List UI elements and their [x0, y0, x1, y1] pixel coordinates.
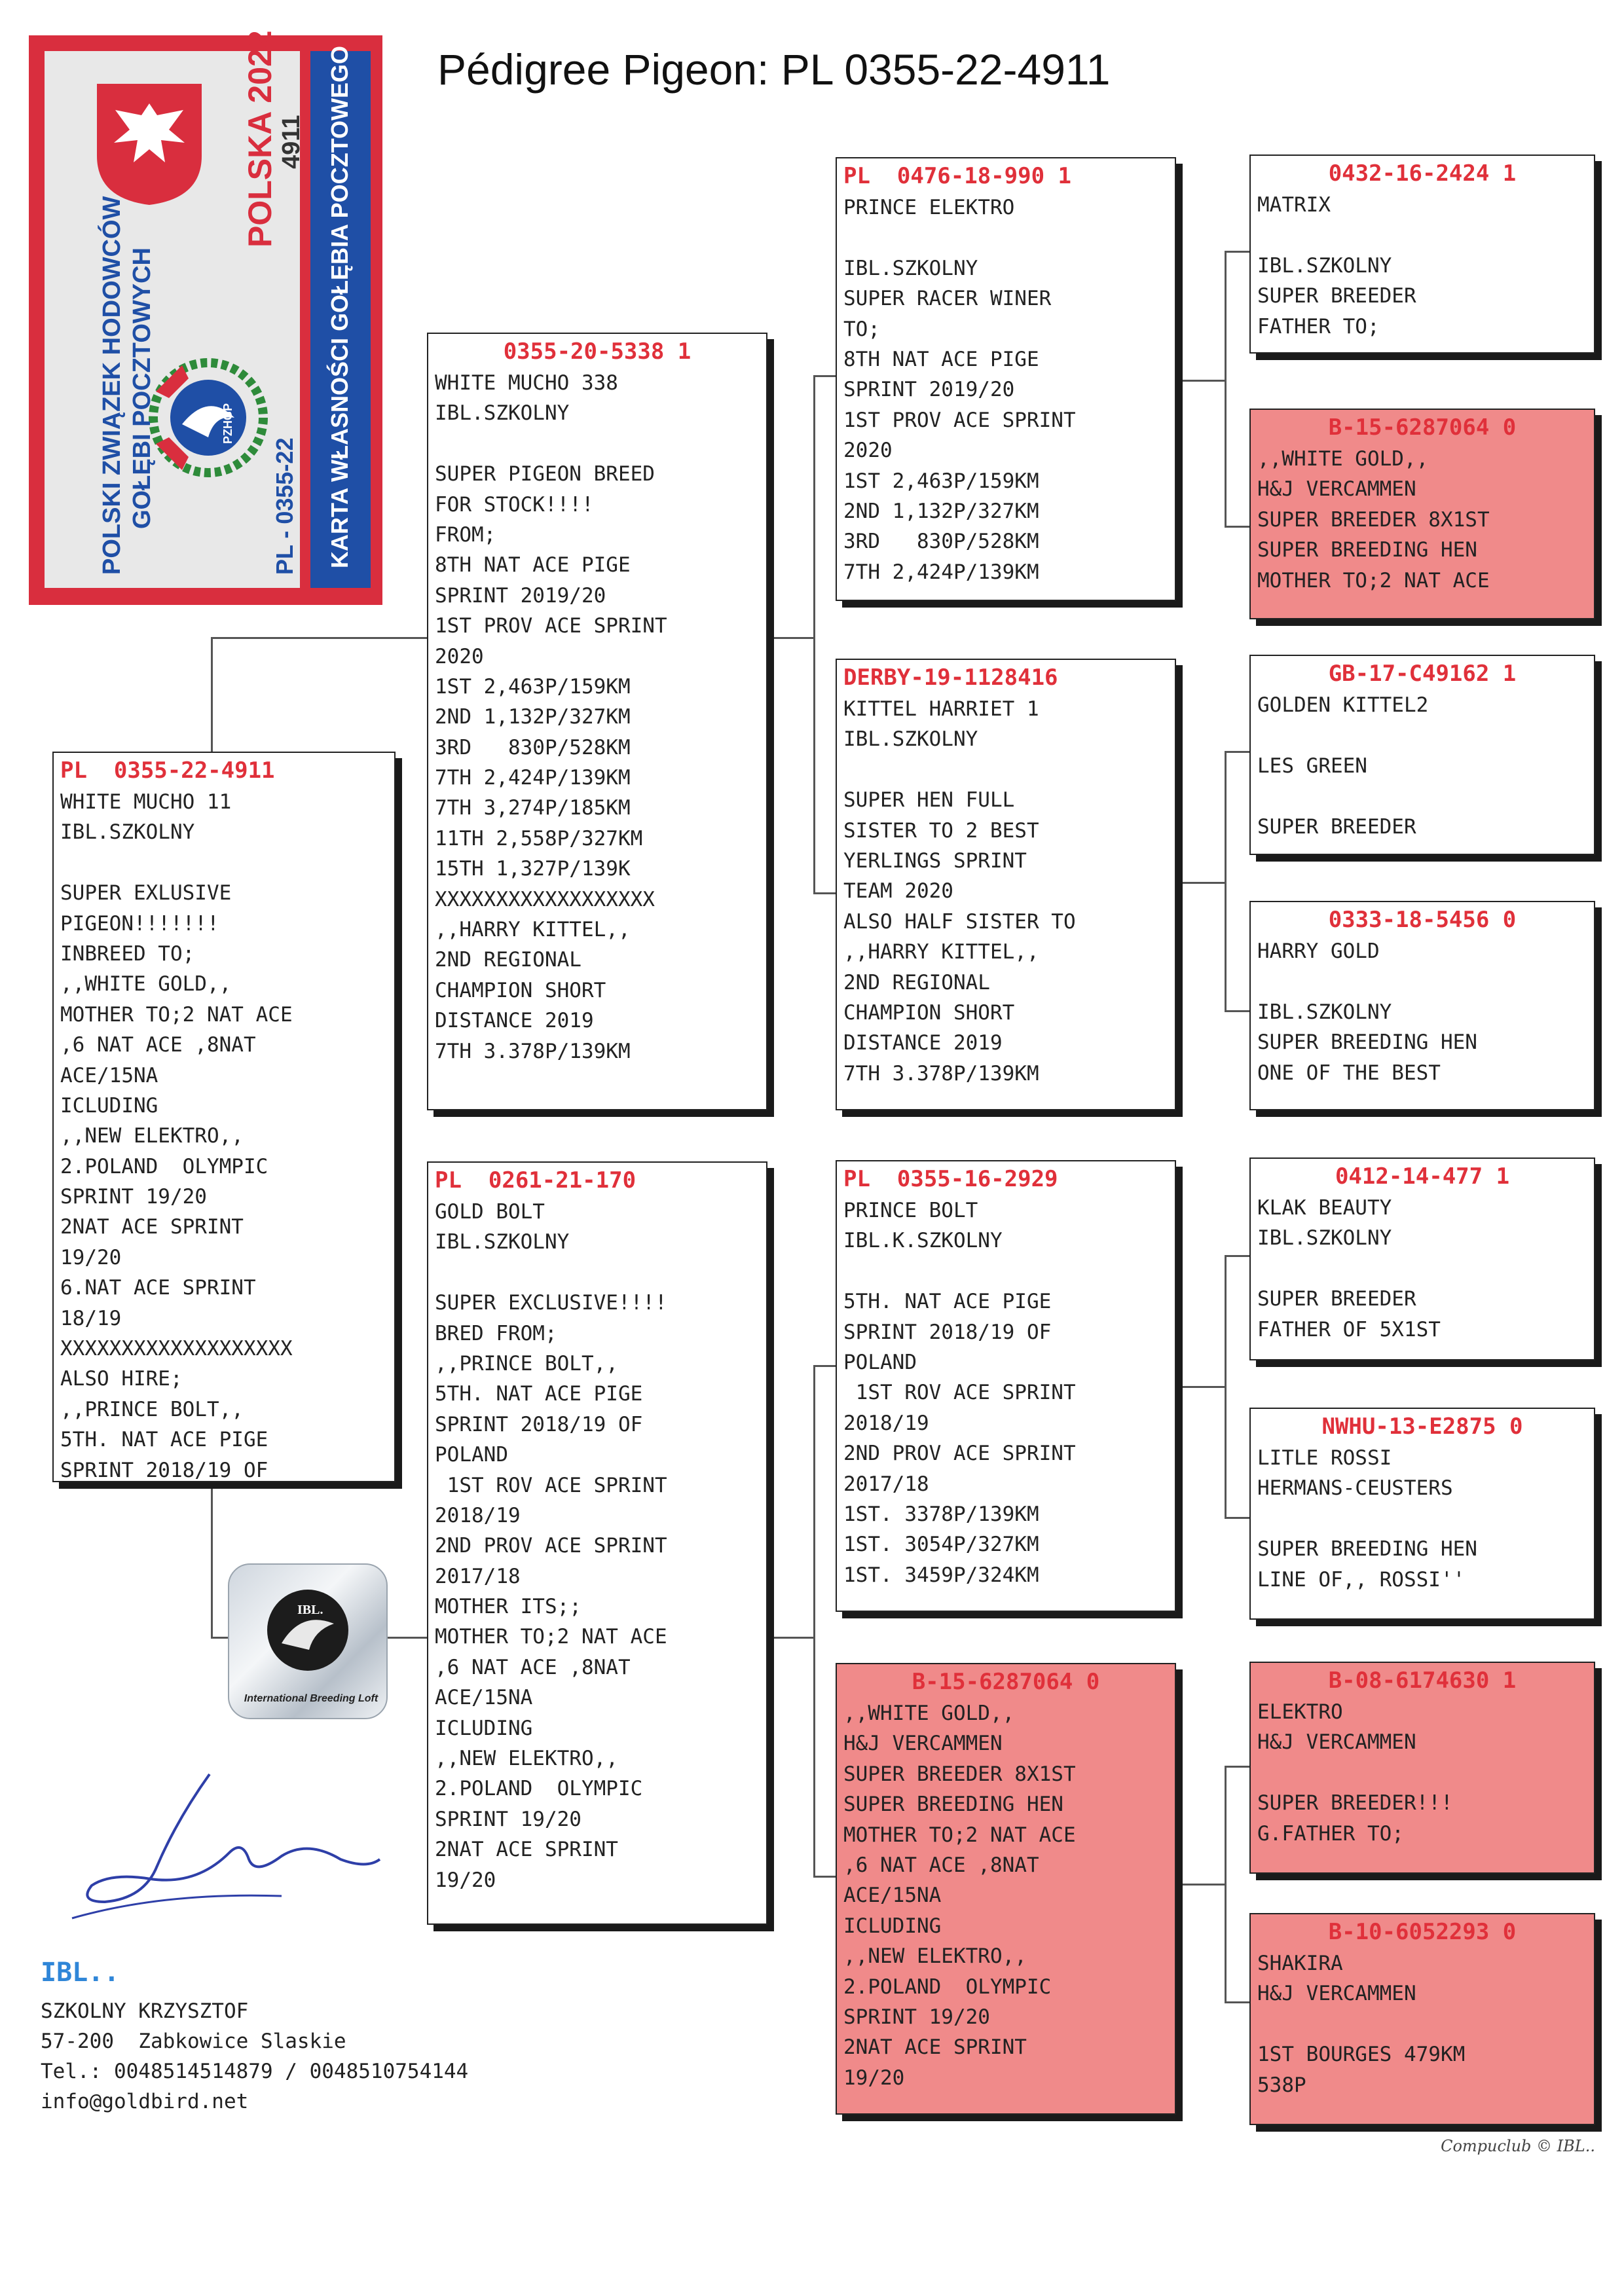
pedigree-line: 2017/18 — [843, 1472, 929, 1496]
pigeon-details — [1257, 936, 1587, 1088]
ring-number: 0412-14-477 1 — [1335, 1163, 1510, 1190]
pedigree-line: DISTANCE 2019 — [435, 1009, 594, 1033]
connector — [1176, 1386, 1225, 1388]
pedigree-line: ,,NEW ELEKTRO,, — [435, 1747, 618, 1771]
pedigree-line: CHAMPION SHORT — [435, 978, 606, 1002]
pedigree-line: LITLE ROSSI — [1257, 1446, 1392, 1470]
pedigree-line: ,,PRINCE BOLT,, — [60, 1397, 244, 1421]
connector — [767, 637, 813, 639]
pedigree-line: ,6 NAT ACE ,8NAT — [435, 1655, 631, 1679]
connector — [1225, 1517, 1249, 1519]
pedigree-line: ACE/15NA — [843, 1884, 942, 1908]
pedigree-line: TO; — [843, 317, 880, 341]
ring-number: B-15-6287064 0 — [1328, 414, 1517, 441]
pedigree-line: 8TH NAT ACE PIGE — [435, 553, 631, 577]
pedigree-line: SPRINT 2018/19 OF — [60, 1458, 268, 1482]
ring-number: NWHU-13-E2875 0 — [1321, 1413, 1523, 1440]
pedigree-line: G.FATHER TO; — [1257, 1821, 1404, 1846]
pedigree-line: ONE OF THE BEST — [1257, 1061, 1441, 1085]
pedigree-line: 2018/19 — [435, 1503, 521, 1527]
pedigree-line: 1ST 2,463P/159KM — [843, 469, 1039, 493]
pedigree-line: BRED FROM; — [435, 1321, 557, 1345]
pedigree-line: XXXXXXXXXXXXXXXXXX — [435, 887, 655, 911]
connector — [813, 1876, 838, 1878]
pedigree-line: SUPER EXLUSIVE — [60, 881, 232, 905]
pedigree-line — [843, 1256, 1168, 1286]
pedigree-box-grandsire-1 — [836, 157, 1176, 601]
pedigree-line: 2ND 1,132P/327KM — [435, 705, 631, 729]
pedigree-line — [1257, 2009, 1587, 2039]
pedigree-line: SUPER BREEDER — [1257, 1287, 1416, 1311]
connector — [1225, 1766, 1249, 1768]
ring-number: GB-17-C49162 1 — [1328, 661, 1517, 687]
page-title: Pédigree Pigeon: PL 0355-22-4911 — [437, 45, 1111, 94]
pedigree-line — [1257, 1758, 1587, 1788]
pedigree-line: FATHER OF 5X1ST — [1257, 1317, 1441, 1341]
pedigree-line: 8TH NAT ACE PIGE — [843, 347, 1039, 371]
pedigree-box-ggdam-4 — [1249, 1913, 1595, 2125]
footer-city: 57-200 Zabkowice Slaskie — [41, 2030, 346, 2053]
pedigree-line: IBL.SZKOLNY — [1257, 1226, 1392, 1250]
pedigree-line: 2020 — [843, 439, 893, 463]
pigeon-details — [1257, 1697, 1587, 1849]
pedigree-line: INBREED TO; — [60, 941, 195, 966]
connector — [1225, 1010, 1249, 1012]
card-polska: POLSKA 2022 — [242, 30, 278, 247]
pedigree-box-granddam-2 — [836, 1663, 1176, 2115]
pigeon-details — [1257, 190, 1587, 342]
connector — [1225, 251, 1249, 253]
pedigree-line: IBL.SZKOLNY — [435, 401, 570, 426]
pedigree-line — [1257, 720, 1587, 750]
pedigree-line: CHAMPION SHORT — [843, 1000, 1015, 1025]
pzhgp-logo-icon — [143, 352, 274, 483]
pedigree-line: ,,WHITE GOLD,, — [843, 1702, 1015, 1725]
pedigree-line: H&J VERCAMMEN — [1257, 477, 1416, 501]
ring-number: 0355-20-5338 1 — [503, 338, 692, 365]
pedigree-line: SHAKIRA — [1257, 1952, 1343, 1975]
card-karta: KARTA WŁASNOŚCI GOŁĘBIA POCZTOWEGO — [326, 46, 353, 568]
pigeon-details — [1257, 1443, 1587, 1595]
connector — [1225, 1255, 1227, 1517]
ring-number: 0333-18-5456 0 — [1328, 907, 1517, 933]
eagle-emblem-icon — [90, 77, 208, 208]
pedigree-line: SUPER BREEDING HEN — [1257, 1537, 1477, 1561]
seal-subtext: International Breeding Loft — [244, 1693, 378, 1704]
ring-number: B-08-6174630 1 — [1328, 1667, 1517, 1694]
ring-number: PL 0261-21-170 — [435, 1167, 637, 1194]
pedigree-line: MOTHER TO;2 NAT ACE — [435, 1625, 667, 1649]
pedigree-box-subject — [52, 752, 396, 1482]
pedigree-line: POLAND — [435, 1443, 508, 1467]
pedigree-line: ,6 NAT ACE ,8NAT — [843, 1853, 1039, 1877]
ibl-seal — [228, 1563, 388, 1719]
pedigree-line: ICLUDING — [60, 1093, 158, 1118]
pedigree-line: 7TH 3.378P/139KM — [435, 1039, 631, 1063]
connector — [1225, 1766, 1227, 2001]
pedigree-line: KITTEL HARRIET 1 — [843, 697, 1039, 721]
pedigree-line: KLAK BEAUTY — [1257, 1196, 1392, 1220]
card-org-line2: GOŁĘBI POCZTOWYCH — [128, 247, 156, 529]
pedigree-line: 1ST. 3459P/324KM — [843, 1563, 1039, 1587]
pedigree-line: SPRINT 2018/19 OF — [843, 1320, 1052, 1344]
ring-number: DERBY-19-1128416 — [843, 665, 1058, 691]
pedigree-line: MOTHER ITS;; — [435, 1595, 581, 1619]
pedigree-line: 2ND REGIONAL — [435, 948, 581, 972]
pigeon-details — [60, 787, 388, 1485]
card-pzhgp: PZHGP — [221, 403, 234, 444]
pigeon-details — [1257, 1193, 1587, 1345]
pedigree-box-ggsire-2 — [1249, 655, 1595, 855]
pedigree-line: SUPER BREEDING HEN — [843, 1793, 1063, 1817]
pedigree-line: POLAND — [843, 1350, 917, 1374]
pigeon-details — [843, 1195, 1168, 1590]
ring-number: PL 0355-16-2929 — [843, 1166, 1058, 1192]
connector — [767, 1637, 813, 1639]
connector — [1225, 751, 1227, 1010]
pedigree-line: 2ND PROV ACE SPRINT — [435, 1534, 667, 1558]
connector — [1225, 251, 1227, 526]
pedigree-line: IBL.SZKOLNY — [60, 820, 195, 845]
pedigree-line: 19/20 — [60, 1245, 122, 1269]
connector — [813, 892, 838, 894]
pedigree-line: 2020 — [435, 644, 484, 668]
card-side-strip — [310, 46, 371, 588]
footer-brand: IBL.. — [41, 1958, 120, 1988]
pedigree-box-granddam-1 — [836, 659, 1176, 1110]
pedigree-line: 2ND 1,132P/327KM — [843, 499, 1039, 523]
pedigree-line: 7TH 3.378P/139KM — [843, 1061, 1039, 1085]
connector — [211, 637, 213, 752]
pedigree-line — [1257, 781, 1587, 811]
pedigree-line: IBL.SZKOLNY — [843, 727, 978, 752]
pedigree-line: PRINCE BOLT — [843, 1199, 978, 1222]
pedigree-line: ,6 NAT ACE ,8NAT — [60, 1033, 256, 1057]
pedigree-line: 7TH 3,274P/185KM — [435, 796, 631, 820]
connector — [1225, 1255, 1249, 1257]
pedigree-line — [435, 1258, 760, 1288]
ring-number: B-10-6052293 0 — [1328, 1919, 1517, 1945]
pedigree-line: SUPER RACER WINER — [843, 287, 1052, 311]
connector — [813, 375, 815, 892]
pedigree-line: GOLDEN KITTEL2 — [1257, 693, 1429, 717]
pedigree-line: 1ST PROV ACE SPRINT — [435, 614, 667, 638]
copyright: Compuclub © IBL.. — [1441, 2137, 1595, 2155]
pedigree-line — [1257, 1504, 1587, 1534]
pedigree-line: 1ST 2,463P/159KM — [435, 674, 631, 699]
pedigree-line: SPRINT 19/20 — [843, 2005, 990, 2029]
pedigree-line: SPRINT 19/20 — [435, 1807, 581, 1831]
pedigree-line: SPRINT 2019/20 — [843, 378, 1015, 402]
pedigree-line: 2NAT ACE SPRINT — [435, 1838, 618, 1862]
ring-number: B-15-6287064 0 — [912, 1669, 1100, 1695]
pedigree-line: 15TH 1,327P/139K — [435, 857, 631, 881]
connector — [1225, 526, 1249, 528]
connector — [1176, 882, 1225, 884]
connector — [1176, 1884, 1225, 1886]
pedigree-line: IBL.SZKOLNY — [435, 1230, 570, 1254]
pedigree-line: PIGEON!!!!!!! — [60, 911, 219, 936]
pigeon-details — [435, 1197, 760, 1895]
pedigree-line: 2ND PROV ACE SPRINT — [843, 1442, 1076, 1466]
pedigree-line: XXXXXXXXXXXXXXXXXXX — [60, 1337, 293, 1361]
connector — [813, 1365, 838, 1367]
pedigree-box-dam — [427, 1161, 767, 1925]
ring-number: PL 0476-18-990 1 — [843, 163, 1071, 189]
pedigree-line: 1ST ROV ACE SPRINT — [843, 1381, 1076, 1405]
connector — [813, 1365, 815, 1876]
pedigree-line: LINE OF,, ROSSI'' — [1257, 1567, 1466, 1592]
footer-name: SZKOLNY KRZYSZTOF — [41, 1999, 249, 2023]
pedigree-line: ALSO HALF SISTER TO — [843, 909, 1076, 934]
pedigree-line: SUPER PIGEON BREED — [435, 462, 655, 486]
pedigree-line: ACE/15NA — [60, 1063, 158, 1087]
card-number: 4911 — [278, 115, 305, 169]
pedigree-line: 3RD 830P/528KM — [843, 530, 1039, 554]
pedigree-line — [435, 429, 760, 459]
pedigree-line: SPRINT 2018/19 OF — [435, 1412, 643, 1436]
pedigree-line: 5TH. NAT ACE PIGE — [843, 1290, 1052, 1314]
pedigree-line: WHITE MUCHO 338 — [435, 371, 618, 395]
pedigree-line — [1257, 220, 1587, 250]
pedigree-line: ,,WHITE GOLD,, — [1257, 447, 1429, 471]
pedigree-line: 18/19 — [60, 1306, 122, 1330]
pigeon-details — [1257, 1948, 1587, 2100]
ownership-card — [29, 30, 382, 605]
pedigree-line: ACE/15NA — [435, 1686, 533, 1710]
pedigree-line: LES GREEN — [1257, 754, 1367, 778]
pedigree-line: IBL.SZKOLNY — [1257, 253, 1392, 278]
pedigree-line: WHITE MUCHO 11 — [60, 790, 232, 814]
pedigree-line: MOTHER TO;2 NAT ACE — [1257, 568, 1490, 592]
connector — [813, 375, 838, 377]
pigeon-details — [1257, 444, 1587, 596]
pedigree-line: H&J VERCAMMEN — [1257, 1730, 1416, 1755]
pedigree-box-ggdam-2 — [1249, 901, 1595, 1110]
pedigree-line: IBL.SZKOLNY — [843, 256, 978, 280]
card-pl-number: PL - 0355-22 — [271, 437, 298, 575]
pedigree-line: 5TH. NAT ACE PIGE — [435, 1382, 643, 1406]
pedigree-line: ELEKTRO — [1257, 1700, 1343, 1724]
pedigree-line: ,,NEW ELEKTRO,, — [843, 1944, 1027, 1969]
pedigree-box-sire — [427, 333, 767, 1110]
connector — [1225, 2001, 1249, 2003]
pedigree-line: ,,NEW ELEKTRO,, — [60, 1124, 244, 1148]
pedigree-line: FATHER TO; — [1257, 314, 1380, 338]
footer-phone: Tel.: 0048514514879 / 0048510754144 — [41, 2060, 469, 2083]
footer-email: info@goldbird.net — [41, 2090, 249, 2113]
pedigree-line: 19/20 — [435, 1868, 496, 1892]
pedigree-line: SUPER HEN FULL — [843, 788, 1015, 812]
connector — [211, 1481, 213, 1638]
pedigree-line: FOR STOCK!!!! — [435, 492, 594, 517]
signature-icon — [65, 1761, 393, 1931]
pedigree-line: SUPER BREEDER!!! — [1257, 1791, 1453, 1815]
ring-number: 0432-16-2424 1 — [1328, 160, 1517, 187]
pedigree-line — [843, 755, 1168, 785]
pedigree-line: ,,PRINCE BOLT,, — [435, 1351, 618, 1376]
pedigree-line: 1ST. 3054P/327KM — [843, 1533, 1039, 1557]
pedigree-line: 3RD 830P/528KM — [435, 735, 631, 759]
pedigree-line: IBL.K.SZKOLNY — [843, 1229, 1003, 1253]
pedigree-line: YERLINGS SPRINT — [843, 848, 1027, 873]
pedigree-line: ICLUDING — [435, 1716, 533, 1740]
pedigree-line: ,,HARRY KITTEL,, — [843, 940, 1039, 964]
pedigree-line: 11TH 2,558P/327KM — [435, 826, 643, 850]
pedigree-line — [60, 848, 388, 878]
pedigree-line: SUPER BREEDING HEN — [1257, 538, 1477, 562]
pedigree-line: DISTANCE 2019 — [843, 1031, 1003, 1055]
pedigree-line: PRINCE ELEKTRO — [843, 196, 1015, 219]
pedigree-line: SPRINT 19/20 — [60, 1185, 207, 1209]
pedigree-line: MOTHER TO;2 NAT ACE — [843, 1823, 1076, 1847]
pedigree-line — [1257, 966, 1587, 996]
connector — [211, 637, 430, 639]
pedigree-line — [843, 223, 1168, 253]
connector — [1176, 380, 1225, 382]
seal-text: IBL. — [297, 1603, 323, 1617]
pedigree-box-ggdam-1 — [1249, 409, 1595, 619]
pedigree-line: 7TH 2,424P/139KM — [843, 560, 1039, 584]
pedigree-line: H&J VERCAMMEN — [1257, 1982, 1416, 2006]
pedigree-line: SUPER BREEDER — [1257, 814, 1416, 839]
pedigree-line: 2.POLAND OLYMPIC — [60, 1154, 268, 1178]
pedigree-line: SUPER BREEDER 8X1ST — [843, 1762, 1076, 1786]
pedigree-line: 1ST ROV ACE SPRINT — [435, 1473, 667, 1497]
pigeon-details — [843, 1698, 1168, 2093]
pedigree-line: 2NAT ACE SPRINT — [843, 2035, 1027, 2060]
pedigree-line: 2017/18 — [435, 1564, 521, 1588]
pedigree-line: 1ST. 3378P/139KM — [843, 1502, 1039, 1526]
pedigree-line: 1ST BOURGES 479KM — [1257, 2043, 1466, 2067]
pedigree-line: 538P — [1257, 2073, 1306, 2097]
pedigree-line — [1257, 1254, 1587, 1284]
connector — [1225, 751, 1249, 753]
pigeon-details — [435, 368, 760, 1066]
pedigree-line: MATRIX — [1257, 193, 1331, 217]
pedigree-line: GOLD BOLT — [435, 1200, 545, 1224]
pedigree-box-ggdam-3 — [1249, 1408, 1595, 1620]
pedigree-line: SISTER TO 2 BEST — [843, 818, 1039, 843]
pedigree-box-ggsire-4 — [1249, 1662, 1595, 1874]
pedigree-line: ALSO HIRE; — [60, 1367, 183, 1391]
pedigree-line: MOTHER TO;2 NAT ACE — [60, 1002, 293, 1027]
pedigree-line: SUPER EXCLUSIVE!!!! — [435, 1291, 667, 1315]
pigeon-details — [1257, 690, 1587, 842]
pedigree-line: 2018/19 — [843, 1411, 929, 1435]
pedigree-line: TEAM 2020 — [843, 879, 953, 903]
pigeon-details — [843, 694, 1168, 1089]
pedigree-line: H&J VERCAMMEN — [843, 1732, 1003, 1756]
pedigree-box-ggsire-1 — [1249, 155, 1595, 354]
pedigree-line: 2.POLAND OLYMPIC — [435, 1777, 643, 1801]
pedigree-line: 19/20 — [843, 2066, 905, 2090]
pedigree-box-grandsire-2 — [836, 1160, 1176, 1612]
pedigree-line: FROM; — [435, 522, 496, 547]
pigeon-icon — [262, 1584, 354, 1676]
ring-number: PL 0355-22-4911 — [60, 757, 275, 784]
pedigree-line: 5TH. NAT ACE PIGE — [60, 1428, 268, 1452]
pigeon-details — [843, 192, 1168, 587]
card-body — [45, 30, 305, 588]
pedigree-line: 6.NAT ACE SPRINT — [60, 1276, 256, 1300]
pedigree-line: IBL.SZKOLNY — [1257, 1000, 1392, 1024]
pedigree-line: SPRINT 2019/20 — [435, 583, 606, 608]
pedigree-line: 2.POLAND OLYMPIC — [843, 1975, 1052, 1999]
pedigree-box-ggsire-3 — [1249, 1157, 1595, 1360]
card-org-line1: POLSKI ZWIĄZEK HODOWCÓW — [98, 196, 126, 575]
pedigree-line: SUPER BREEDER 8X1ST — [1257, 507, 1490, 532]
pedigree-line: 2NAT ACE SPRINT — [60, 1215, 244, 1239]
pedigree-line: SUPER BREEDER — [1257, 284, 1416, 308]
pedigree-line: 2ND REGIONAL — [843, 970, 990, 994]
pedigree-line: SUPER BREEDING HEN — [1257, 1030, 1477, 1055]
pedigree-line: ,,WHITE GOLD,, — [60, 972, 232, 996]
pedigree-line: HERMANS-CEUSTERS — [1257, 1476, 1453, 1501]
pedigree-line: HARRY GOLD — [1257, 939, 1380, 963]
pedigree-line: 7TH 2,424P/139KM — [435, 766, 631, 790]
pedigree-line: ,,HARRY KITTEL,, — [435, 918, 631, 942]
pedigree-line: ICLUDING — [843, 1914, 942, 1938]
pedigree-line: 1ST PROV ACE SPRINT — [843, 408, 1076, 432]
